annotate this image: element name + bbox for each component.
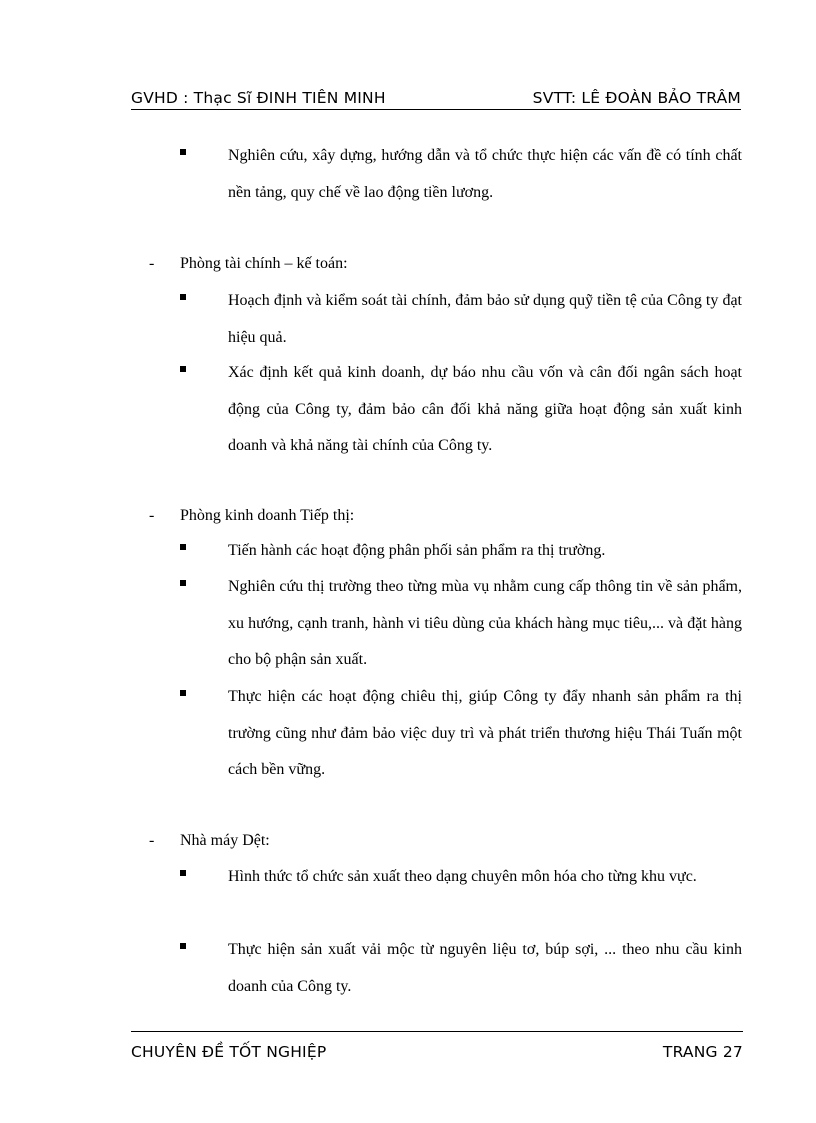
bullet-text: Hình thức tổ chức sản xuất theo dạng chuyên môn hóa cho từng khu vực. bbox=[228, 868, 697, 885]
section-title: Phòng tài chính – kế toán: bbox=[180, 255, 348, 272]
square-bullet-icon bbox=[180, 149, 186, 155]
list-item bbox=[176, 932, 742, 1005]
dash-marker: - bbox=[149, 507, 155, 524]
header-student: SVTT: LÊ ĐOÀN BẢO TRÂM bbox=[532, 89, 741, 107]
list-item bbox=[176, 533, 742, 570]
section-title: Nhà máy Dệt: bbox=[180, 832, 270, 849]
list-item bbox=[176, 679, 742, 789]
square-bullet-icon bbox=[180, 870, 186, 876]
bullet-text: Tiến hành các hoạt động phân phối sản phẩm ra thị trường. bbox=[228, 542, 606, 559]
section-heading bbox=[149, 507, 354, 525]
dash-marker: - bbox=[149, 832, 155, 849]
square-bullet-icon bbox=[180, 943, 186, 949]
bullet-text: Xác định kết quả kinh doanh, dự báo nhu cầu vốn và cân đối ngân sách hoạt động của Công ty, đảm bảo cân đối khả năng giữa hoạt động sản xuất kinh doanh và khả năng tài chính của Công ty. bbox=[228, 364, 742, 454]
page-number: TRANG 27 bbox=[662, 1043, 743, 1061]
dash-marker: - bbox=[149, 255, 155, 272]
list-item bbox=[176, 283, 742, 356]
section-heading bbox=[149, 832, 270, 850]
square-bullet-icon bbox=[180, 544, 186, 550]
page-footer bbox=[131, 1031, 743, 1061]
list-item bbox=[176, 355, 742, 465]
bullet-text: Thực hiện các hoạt động chiêu thị, giúp Công ty đẩy nhanh sản phẩm ra thị trường cũng như đảm bảo việc duy trì và phát triển thương hiệu Thái Tuấn một cách bền vững. bbox=[228, 688, 742, 778]
bullet-text: Hoạch định và kiểm soát tài chính, đảm bảo sử dụng quỹ tiền tệ của Công ty đạt hiệu quả. bbox=[228, 292, 742, 346]
bullet-text: Nghiên cứu thị trường theo từng mùa vụ nhằm cung cấp thông tin về sản phẩm, xu hướng, cạnh tranh, hành vi tiêu dùng của khách hàng mục tiêu,... và đặt hàng cho bộ phận sản xuất. bbox=[228, 578, 742, 668]
footer-document-type: CHUYÊN ĐỀ TỐT NGHIỆP bbox=[131, 1043, 327, 1061]
square-bullet-icon bbox=[180, 294, 186, 300]
square-bullet-icon bbox=[180, 580, 186, 586]
square-bullet-icon bbox=[180, 690, 186, 696]
bullet-text: Nghiên cứu, xây dựng, hướng dẫn và tổ chức thực hiện các vấn đề có tính chất nền tảng, quy chế về lao động tiền lương. bbox=[228, 147, 742, 201]
list-item bbox=[176, 859, 742, 896]
section-title: Phòng kinh doanh Tiếp thị: bbox=[180, 507, 355, 524]
section-heading bbox=[149, 255, 348, 273]
square-bullet-icon bbox=[180, 366, 186, 372]
list-item bbox=[176, 569, 742, 679]
list-item bbox=[176, 138, 742, 211]
header-advisor: GVHD : Thạc Sĩ ĐINH TIÊN MINH bbox=[131, 89, 386, 107]
page-header bbox=[131, 84, 741, 110]
bullet-text: Thực hiện sản xuất vải mộc từ nguyên liệu tơ, búp sợi, ... theo nhu cầu kinh doanh của Công ty. bbox=[228, 941, 742, 995]
